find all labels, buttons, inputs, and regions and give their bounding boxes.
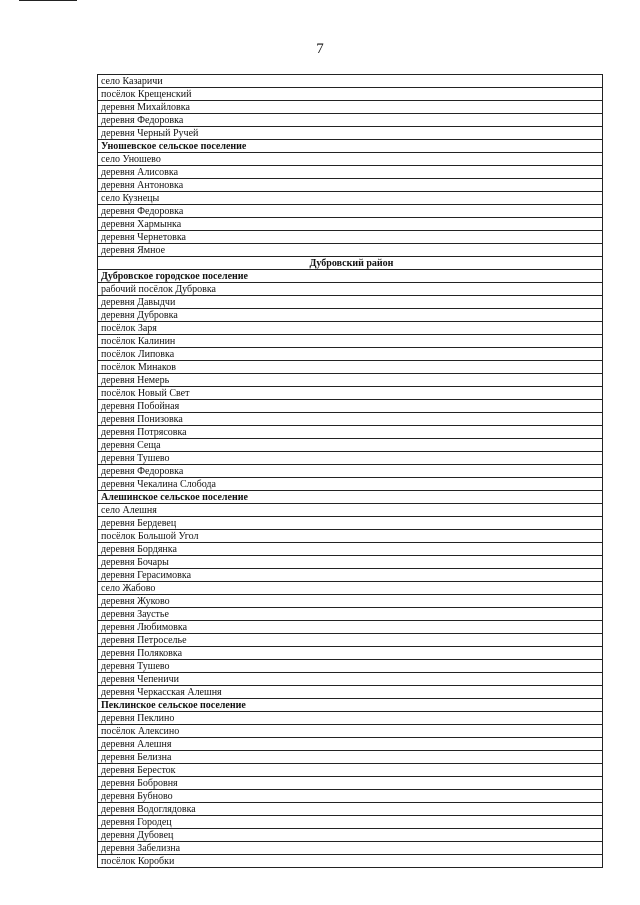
table-row [98,75,603,88]
table-row [98,595,603,608]
table-row [98,712,603,725]
settlement-name: деревня Михайловка [98,101,603,114]
table-row [98,660,603,673]
table-row [98,452,603,465]
settlement-name: деревня Потрясовка [98,426,603,439]
section-header-row [98,491,603,504]
settlement-name: село Уношево [98,153,603,166]
table-row [98,569,603,582]
settlement-name: деревня Бобровня [98,777,603,790]
section-header-row [98,270,603,283]
settlement-name: деревня Бубново [98,790,603,803]
settlement-name: деревня Антоновка [98,179,603,192]
settlement-name: посёлок Калинин [98,335,603,348]
table-row [98,647,603,660]
settlement-name: деревня Заустье [98,608,603,621]
settlement-name: деревня Федоровка [98,114,603,127]
table-row [98,556,603,569]
table-row [98,530,603,543]
settlement-name: деревня Пеклино [98,712,603,725]
table-row [98,283,603,296]
table-row [98,855,603,868]
settlement-name: село Жабово [98,582,603,595]
table-row [98,335,603,348]
table-row [98,166,603,179]
section-title: Дубровское городское поселение [98,270,603,283]
table-row [98,218,603,231]
settlement-name: деревня Федоровка [98,465,603,478]
table-row [98,244,603,257]
settlement-name: деревня Поляковка [98,647,603,660]
section-header-row [98,699,603,712]
table-row [98,777,603,790]
table-row [98,179,603,192]
section-header-row [98,140,603,153]
settlement-name: рабочий посёлок Дубровка [98,283,603,296]
table-row [98,465,603,478]
settlement-name: деревня Белизна [98,751,603,764]
settlement-name: село Казаричи [98,75,603,88]
settlement-name: село Кузнецы [98,192,603,205]
table-row [98,621,603,634]
settlement-name: деревня Понизовка [98,413,603,426]
settlement-name: деревня Дубовец [98,829,603,842]
table-row [98,88,603,101]
table-row [98,231,603,244]
settlement-name: посёлок Алексино [98,725,603,738]
table-row [98,790,603,803]
section-title: Уношевское сельское поселение [98,140,603,153]
settlement-table-body [98,75,603,868]
table-row [98,309,603,322]
settlement-name: деревня Дубровка [98,309,603,322]
section-title: Алешинское сельское поселение [98,491,603,504]
table-row [98,764,603,777]
settlement-name: деревня Черный Ручей [98,127,603,140]
settlement-name: деревня Побойная [98,400,603,413]
settlement-name: село Алешня [98,504,603,517]
settlement-name: деревня Бордянка [98,543,603,556]
table-row [98,322,603,335]
table-row [98,816,603,829]
table-row [98,478,603,491]
table-row [98,439,603,452]
settlement-name: деревня Бересток [98,764,603,777]
table-row [98,634,603,647]
table-row [98,374,603,387]
section-title: Пеклинское сельское поселение [98,699,603,712]
table-row [98,517,603,530]
settlement-name: деревня Тушево [98,660,603,673]
table-row [98,413,603,426]
settlement-name: деревня Сеща [98,439,603,452]
settlement-name: деревня Алешня [98,738,603,751]
table-row [98,348,603,361]
district-title: Дубровский район [98,257,603,270]
table-row [98,842,603,855]
table-row [98,192,603,205]
table-row [98,127,603,140]
settlement-name: деревня Бочары [98,556,603,569]
settlement-name: деревня Петроселье [98,634,603,647]
table-row [98,738,603,751]
table-row [98,205,603,218]
settlement-name: посёлок Новый Свет [98,387,603,400]
settlement-name: деревня Бердевец [98,517,603,530]
table-row [98,686,603,699]
settlement-name: деревня Ямное [98,244,603,257]
table-row [98,608,603,621]
settlement-name: посёлок Коробки [98,855,603,868]
settlement-name: деревня Чекалина Слобода [98,478,603,491]
table-row [98,153,603,166]
settlement-name: деревня Давыдчи [98,296,603,309]
table-row [98,582,603,595]
settlement-name: деревня Тушево [98,452,603,465]
settlement-name: посёлок Минаков [98,361,603,374]
settlement-name: деревня Любимовка [98,621,603,634]
settlement-table [97,74,603,868]
settlement-name: деревня Городец [98,816,603,829]
table-row [98,400,603,413]
settlement-name: деревня Забелизна [98,842,603,855]
settlement-name: деревня Водоглядовка [98,803,603,816]
page-number: 7 [316,41,324,57]
table-row [98,387,603,400]
settlement-name: посёлок Большой Угол [98,530,603,543]
settlement-name: деревня Алисовка [98,166,603,179]
settlement-name: деревня Жуково [98,595,603,608]
table-row [98,101,603,114]
district-header-row [98,257,603,270]
table-row [98,725,603,738]
table-row [98,504,603,517]
settlement-name: посёлок Крещенский [98,88,603,101]
settlement-name: посёлок Липовка [98,348,603,361]
settlement-name: посёлок Заря [98,322,603,335]
table-row [98,673,603,686]
table-row [98,114,603,127]
settlement-name: деревня Немерь [98,374,603,387]
top-rule [19,0,77,1]
table-row [98,361,603,374]
settlement-name: деревня Герасимовка [98,569,603,582]
table-row [98,543,603,556]
table-row [98,426,603,439]
settlement-name: деревня Федоровка [98,205,603,218]
settlement-name: деревня Черкасская Алешня [98,686,603,699]
table-row [98,296,603,309]
settlement-name: деревня Хармынка [98,218,603,231]
settlement-name: деревня Чернетовка [98,231,603,244]
table-row [98,803,603,816]
settlement-name: деревня Чепеничи [98,673,603,686]
table-row [98,751,603,764]
table-row [98,829,603,842]
